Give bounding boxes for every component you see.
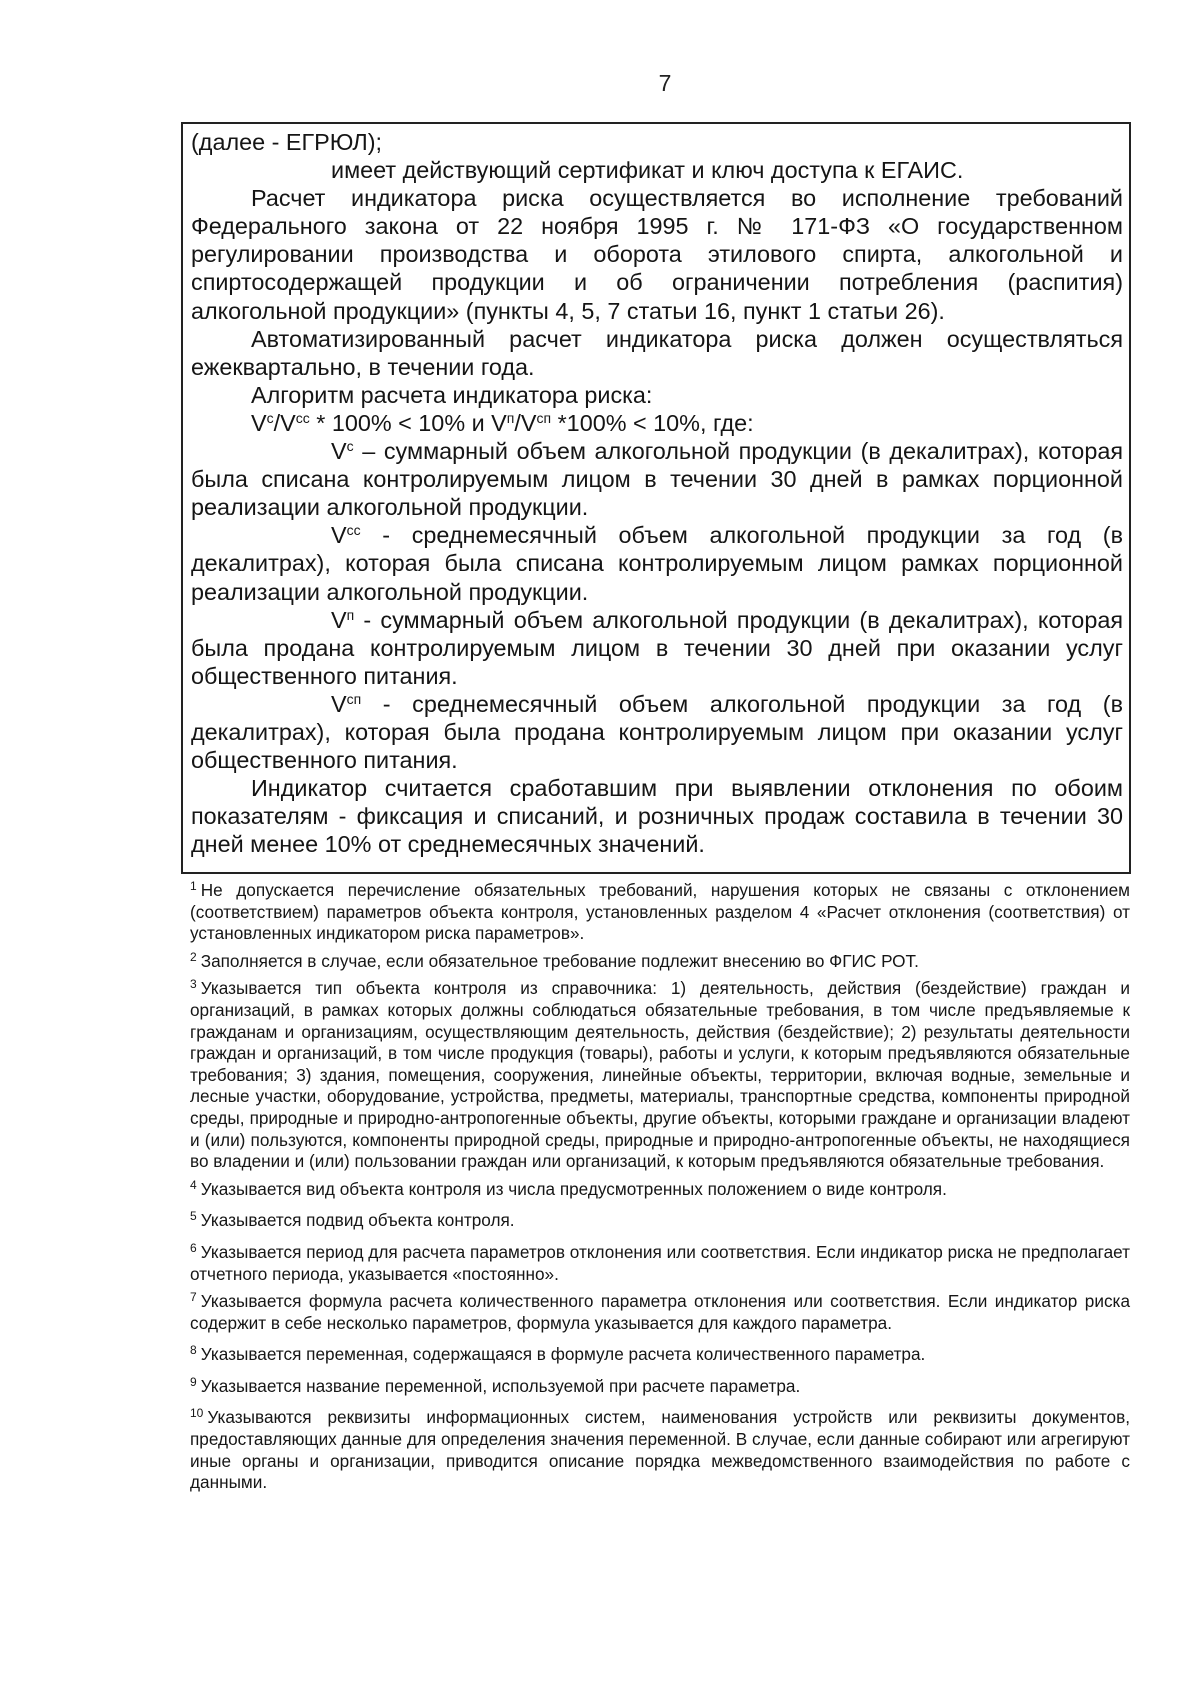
footnote: $^7$ Указывается формула расчета количественного параметра отклонения или соответствия. Если индикатор риска содержит в себе несколько параметров, формула указывается для каждого параметра. (190, 1290, 1130, 1333)
risk-formula: $V^с/V^{сс} * 100\% < 10\%$ и $V^п/V^{сп}$ *100% < 10%, где: (251, 409, 754, 436)
footnote: $^1$ Не допускается перечисление обязательных требований, нарушения которых не связаны с отклонением (соответствием) параметров объекта контроля, установленных разделом 4 «Расчет отклонения (соответствия) от установленных индикатором риска параметров». (190, 879, 1130, 944)
footnote: $^{10}$ Указываются реквизиты информационных систем, наименования устройств или реквизиты документов, предоставляющих данные для определения значения переменной. В случае, если данные собирают или агрегируют иные органы и организации, приводится описание порядка межведомственного взаимодействия по работе с данными. (190, 1406, 1130, 1493)
definition-vcp: $V^{сп}$ - среднемесячный объем алкогольной продукции за год (в декалитрах), которая была продана контролируемым лицом при оказании услуг общественного питания. (191, 690, 1123, 774)
footnote: $^4$ Указывается вид объекта контроля из числа предусмотренных положением о виде контроля. (190, 1177, 947, 1199)
algorithm-heading: Алгоритм расчета индикатора риска: (251, 381, 653, 408)
footnote: $^2$ Заполняется в случае, если обязательное требование подлежит внесению во ФГИС РОТ. (190, 949, 919, 971)
calculation-frequency-paragraph: Автоматизированный расчет индикатора риска должен осуществляться ежеквартально, в течении года. (191, 325, 1123, 380)
legal-basis-paragraph: Расчет индикатора риска осуществляется во исполнение требований Федерального закона от 22 ноября 1995 г. № 171-ФЗ «О государственном регулировании производства и оборота этилового спирта, алкогольной и спиртосодержащей продукции и об ограничении потребления (распития) алкогольной продукции» (пункты 4, 5, 7 статьи 16, пункт 1 статьи 26). (191, 185, 1123, 324)
footnote: $^8$ Указывается переменная, содержащаяся в формуле расчета количественного параметра. (190, 1343, 926, 1365)
footnote: $^3$ Указывается тип объекта контроля из справочника: 1) деятельность, действия (бездействие) граждан и организаций, в рамках которых должны соблюдаться обязательные требования, в том числе предъявляемые к гражданам и организациям, осуществляющим деятельность, действия (бездействие); 2) результаты деятельности граждан и организаций, в том числе продукция (товары), работы и услуги, к которым предъявляются обязательные требования; 3) здания, помещения, сооружения, линейные объекты, территории, включая водные, земельные и лесные участки, оборудование, устройства, предметы, материалы, транспортные средства, компоненты природной среды, природные и природно-антропогенные объекты, другие объекты, которыми граждане и организации владеют и (или) пользуются, компоненты природной среды, природные и природно-антропогенные объекты, не находящиеся во владении и (или) пользовании граждан или организаций, к которым предъявляются обязательные требования. (190, 977, 1130, 1172)
footnote: $^5$ Указывается подвид объекта контроля. (190, 1209, 515, 1231)
certificate-line: имеет действующий сертификат и ключ доступа к ЕГАИС. (331, 157, 964, 184)
indicator-text-box (181, 122, 1131, 874)
footnote: $^9$ Указывается название переменной, используемой при расчете параметра. (190, 1374, 801, 1396)
footnote: $^6$ Указывается период для расчета параметров отклонения или соответствия. Если индикатор риска не предполагает отчетного периода, указывается «постоянно». (190, 1240, 1130, 1284)
page-number: 7 (658, 70, 672, 96)
definition-vp: $V^п$ - суммарный объем алкогольной продукции (в декалитрах), которая была продана контролируемым лицом в течении 30 дней при оказании услуг общественного питания. (191, 606, 1123, 689)
trigger-condition-paragraph: Индикатор считается сработавшим при выявлении отклонения по обоим показателям - фиксация и списаний, и розничных продаж составила в течении 30 дней менее 10% от среднемесячных значений. (191, 775, 1123, 858)
footnotes (190, 880, 1130, 1500)
definition-vcc: $V^{сс}$ - среднемесячный объем алкогольной продукции за год (в декалитрах), которая была списана контролируемым лицом рамках порционной реализации алкогольной продукции. (191, 522, 1123, 605)
definition-vc: $V^с$ – суммарный объем алкогольной продукции (в декалитрах), которая была списана контролируемым лицом в течении 30 дней в рамках порционной реализации алкогольной продукции. (191, 438, 1123, 521)
egrul-line: (далее - ЕГРЮЛ); (191, 129, 382, 155)
